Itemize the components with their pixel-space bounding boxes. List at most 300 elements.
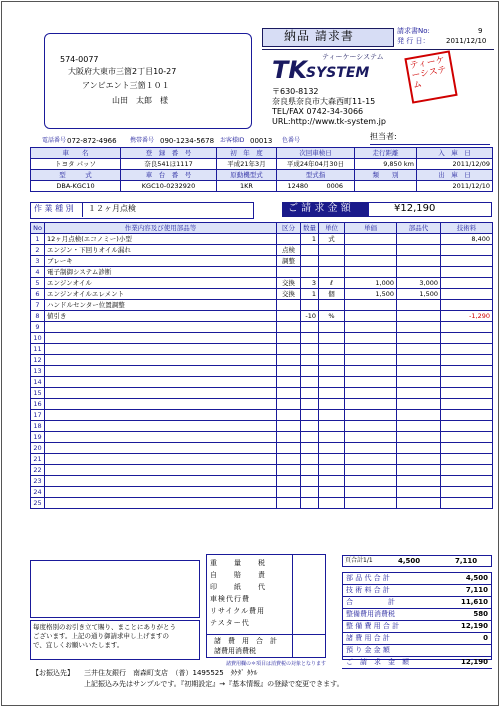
h-cat: 区分 bbox=[277, 223, 301, 234]
summary-label: 整備費用消費税 bbox=[346, 610, 395, 618]
item-tech bbox=[441, 278, 493, 289]
summary-value: 12,190 bbox=[460, 622, 488, 630]
item-cat bbox=[277, 311, 301, 322]
item-qty bbox=[301, 245, 319, 256]
page-subtotal-tech: 7,110 bbox=[455, 557, 478, 565]
item-desc bbox=[45, 432, 277, 443]
item-unit bbox=[319, 399, 345, 410]
vehicle-header-row-1 bbox=[31, 148, 493, 159]
item-price bbox=[345, 487, 397, 498]
item-no: 9 bbox=[31, 322, 45, 333]
item-price bbox=[345, 454, 397, 465]
h-chassis: 車 台 番 号 bbox=[121, 170, 217, 181]
item-parts bbox=[397, 498, 441, 509]
item-qty bbox=[301, 267, 319, 278]
item-price bbox=[345, 377, 397, 388]
item-qty bbox=[301, 322, 319, 333]
company-zip: 〒630-8132 bbox=[272, 87, 319, 96]
item-tech bbox=[441, 399, 493, 410]
engine-no-values bbox=[277, 181, 355, 192]
item-desc: エンジンオイル bbox=[45, 278, 277, 289]
item-parts bbox=[397, 333, 441, 344]
recipient-name: 山田 太郎 様 bbox=[112, 96, 168, 105]
in-date: 2011/12/09 bbox=[417, 159, 493, 170]
item-no: 25 bbox=[31, 498, 45, 509]
item-no: 22 bbox=[31, 465, 45, 476]
item-unit: % bbox=[319, 311, 345, 322]
table-row bbox=[31, 278, 493, 289]
page-subtotal-label: 頁合計1/1 bbox=[345, 557, 373, 564]
table-row bbox=[31, 454, 493, 465]
summary-row bbox=[342, 573, 492, 585]
company-address: 奈良県奈良市大森西町11-15 bbox=[272, 97, 376, 106]
item-parts bbox=[397, 465, 441, 476]
item-unit bbox=[319, 300, 345, 311]
h-reg-no: 登 録 番 号 bbox=[121, 148, 217, 159]
item-cat bbox=[277, 322, 301, 333]
item-desc bbox=[45, 487, 277, 498]
item-parts bbox=[397, 454, 441, 465]
summary-label: 預 り 金 金 額 bbox=[346, 646, 390, 654]
item-desc bbox=[45, 498, 277, 509]
item-no: 12 bbox=[31, 355, 45, 366]
item-unit bbox=[319, 421, 345, 432]
item-no: 18 bbox=[31, 421, 45, 432]
item-unit: 式 bbox=[319, 234, 345, 245]
mobile-label: 携帯番号 bbox=[130, 137, 155, 144]
item-no: 14 bbox=[31, 377, 45, 388]
item-desc: エンジンオイルエレメント bbox=[45, 289, 277, 300]
stamp-text: ティーケーシステム bbox=[408, 55, 448, 92]
cost-item-label: 自 賠 責 bbox=[210, 571, 266, 579]
table-row bbox=[31, 289, 493, 300]
item-price bbox=[345, 300, 397, 311]
item-unit bbox=[319, 344, 345, 355]
item-price bbox=[345, 234, 397, 245]
logo-kana: ティーケーシステム bbox=[322, 53, 384, 61]
item-no: 5 bbox=[31, 278, 45, 289]
item-price bbox=[345, 344, 397, 355]
summary-row bbox=[342, 621, 492, 633]
message-line-3: で、宜しくお願いいたします。 bbox=[33, 641, 124, 649]
item-cat bbox=[277, 432, 301, 443]
item-cat bbox=[277, 234, 301, 245]
company-url: URL:http://www.tk-system.jp bbox=[272, 117, 386, 126]
item-price bbox=[345, 476, 397, 487]
item-cat bbox=[277, 267, 301, 278]
item-parts bbox=[397, 344, 441, 355]
item-no: 1 bbox=[31, 234, 45, 245]
item-desc bbox=[45, 421, 277, 432]
item-desc bbox=[45, 388, 277, 399]
table-row bbox=[31, 366, 493, 377]
item-no: 11 bbox=[31, 344, 45, 355]
item-tech bbox=[441, 289, 493, 300]
cost-subtotal-tax: 諸費用消費税 bbox=[214, 647, 256, 655]
item-unit bbox=[319, 388, 345, 399]
recipient-address-1: 大阪府大東市三箇2丁目10-27 bbox=[68, 67, 177, 76]
invoice-no-label: 請求書No: bbox=[397, 27, 430, 35]
items-table bbox=[30, 222, 493, 509]
item-qty bbox=[301, 454, 319, 465]
item-price bbox=[345, 410, 397, 421]
item-price bbox=[345, 322, 397, 333]
table-row bbox=[31, 377, 493, 388]
item-unit bbox=[319, 465, 345, 476]
logo-tk: TK bbox=[272, 56, 307, 84]
vehicle-table bbox=[30, 147, 493, 192]
item-no: 16 bbox=[31, 399, 45, 410]
item-qty bbox=[301, 355, 319, 366]
item-cat: 点検 bbox=[277, 245, 301, 256]
summary-row bbox=[342, 645, 492, 657]
table-row bbox=[31, 256, 493, 267]
item-unit bbox=[319, 322, 345, 333]
item-qty bbox=[301, 300, 319, 311]
item-tech bbox=[441, 388, 493, 399]
table-row bbox=[31, 267, 493, 278]
item-no: 4 bbox=[31, 267, 45, 278]
cost-value-column bbox=[292, 554, 293, 658]
item-cat bbox=[277, 333, 301, 344]
item-tech: 8,400 bbox=[441, 234, 493, 245]
table-row bbox=[31, 432, 493, 443]
table-row bbox=[31, 344, 493, 355]
item-cat bbox=[277, 443, 301, 454]
item-tech bbox=[441, 355, 493, 366]
item-price: 1,500 bbox=[345, 289, 397, 300]
item-tech bbox=[441, 366, 493, 377]
cost-divider bbox=[206, 634, 326, 635]
item-unit bbox=[319, 267, 345, 278]
summary-row bbox=[342, 633, 492, 645]
table-row bbox=[31, 421, 493, 432]
h-model: 型 式 bbox=[31, 170, 121, 181]
item-parts bbox=[397, 421, 441, 432]
item-cat: 交換 bbox=[277, 289, 301, 300]
company-tel: TEL/FAX 0742-34-3066 bbox=[272, 107, 364, 116]
item-desc bbox=[45, 344, 277, 355]
item-parts bbox=[397, 322, 441, 333]
item-unit bbox=[319, 432, 345, 443]
table-row bbox=[31, 300, 493, 311]
item-cat bbox=[277, 421, 301, 432]
bank-label: 【お振込先】 bbox=[32, 669, 74, 677]
item-desc bbox=[45, 476, 277, 487]
table-row bbox=[31, 311, 493, 322]
class: 0006 bbox=[326, 181, 344, 190]
item-parts bbox=[397, 245, 441, 256]
h-distance: 走行距離 bbox=[355, 148, 417, 159]
item-price bbox=[345, 465, 397, 476]
item-price bbox=[345, 256, 397, 267]
item-price bbox=[345, 311, 397, 322]
item-no: 6 bbox=[31, 289, 45, 300]
item-parts bbox=[397, 388, 441, 399]
h-first-year: 初 年 度 bbox=[217, 148, 277, 159]
item-cat bbox=[277, 344, 301, 355]
item-qty bbox=[301, 333, 319, 344]
table-row bbox=[31, 234, 493, 245]
table-row bbox=[31, 399, 493, 410]
item-no: 10 bbox=[31, 333, 45, 344]
h-desc: 作業内容及び使用部品等 bbox=[45, 223, 277, 234]
summary-value: 580 bbox=[473, 610, 488, 618]
item-unit bbox=[319, 487, 345, 498]
item-desc bbox=[45, 355, 277, 366]
left-blank-box bbox=[30, 560, 200, 618]
summary-label: 合 計 bbox=[346, 598, 395, 606]
item-qty bbox=[301, 443, 319, 454]
page-subtotal-parts: 4,500 bbox=[398, 557, 421, 565]
item-parts bbox=[397, 476, 441, 487]
table-row bbox=[31, 465, 493, 476]
customer-id-label: お客様ID bbox=[220, 137, 245, 144]
h-next-inspection: 次回車検日 bbox=[277, 148, 355, 159]
item-price: 1,000 bbox=[345, 278, 397, 289]
engine-no: 12480 bbox=[287, 181, 309, 190]
item-qty: 1 bbox=[301, 289, 319, 300]
h-parts: 部品代 bbox=[397, 223, 441, 234]
item-qty bbox=[301, 366, 319, 377]
item-tech bbox=[441, 333, 493, 344]
vehicle-value-row-1 bbox=[31, 159, 493, 170]
summary-value: 0 bbox=[483, 634, 488, 642]
table-row bbox=[31, 333, 493, 344]
item-desc bbox=[45, 410, 277, 421]
item-tech bbox=[441, 322, 493, 333]
class-blank bbox=[355, 181, 417, 192]
item-parts bbox=[397, 256, 441, 267]
item-desc bbox=[45, 366, 277, 377]
summary-row bbox=[342, 657, 492, 669]
item-cat bbox=[277, 454, 301, 465]
item-desc bbox=[45, 465, 277, 476]
item-unit bbox=[319, 333, 345, 344]
item-parts bbox=[397, 399, 441, 410]
h-no: No bbox=[31, 223, 45, 234]
item-price bbox=[345, 432, 397, 443]
table-row bbox=[31, 443, 493, 454]
item-qty bbox=[301, 388, 319, 399]
tel-value: 072-872-4966 bbox=[67, 137, 117, 145]
distance: 9,850 km bbox=[355, 159, 417, 170]
item-unit bbox=[319, 377, 345, 388]
item-unit bbox=[319, 256, 345, 267]
summary-row bbox=[342, 609, 492, 621]
item-parts bbox=[397, 311, 441, 322]
item-desc bbox=[45, 399, 277, 410]
item-tech bbox=[441, 344, 493, 355]
cost-items bbox=[210, 557, 322, 629]
bank-line-2: 上記振込み先はサンプルです。『初期設定』→『基本情報』の登録で変更できます。 bbox=[84, 680, 344, 688]
item-parts bbox=[397, 410, 441, 421]
item-cat: 交換 bbox=[277, 278, 301, 289]
summary-list bbox=[342, 573, 492, 669]
cost-item-label: 印 紙 代 bbox=[210, 583, 266, 591]
message-line-2: ございます。上記の通り御請求申し上げますの bbox=[33, 632, 169, 640]
item-parts bbox=[397, 234, 441, 245]
item-desc: ブレーキ bbox=[45, 256, 277, 267]
h-car-name: 車 名 bbox=[31, 148, 121, 159]
item-cat bbox=[277, 487, 301, 498]
customer-id-value: 00013 bbox=[250, 137, 273, 145]
summary-value: 7,110 bbox=[465, 586, 488, 594]
item-tech bbox=[441, 454, 493, 465]
item-no: 3 bbox=[31, 256, 45, 267]
h-unit: 単位 bbox=[319, 223, 345, 234]
item-unit bbox=[319, 498, 345, 509]
table-row bbox=[31, 245, 493, 256]
item-no: 21 bbox=[31, 454, 45, 465]
item-unit bbox=[319, 454, 345, 465]
h-tech: 技術料 bbox=[441, 223, 493, 234]
item-tech bbox=[441, 267, 493, 278]
item-tech bbox=[441, 487, 493, 498]
table-row bbox=[31, 476, 493, 487]
summary-row bbox=[342, 585, 492, 597]
h-class: 類 別 bbox=[355, 170, 417, 181]
h-qty: 数量 bbox=[301, 223, 319, 234]
item-parts bbox=[397, 366, 441, 377]
item-price bbox=[345, 498, 397, 509]
item-cat bbox=[277, 476, 301, 487]
staff-label: 担当者: bbox=[370, 132, 397, 141]
logo-stamp bbox=[404, 50, 457, 103]
engine: 1KR bbox=[217, 181, 277, 192]
item-qty bbox=[301, 344, 319, 355]
item-qty: 1 bbox=[301, 234, 319, 245]
item-cat bbox=[277, 410, 301, 421]
item-price bbox=[345, 421, 397, 432]
item-qty bbox=[301, 465, 319, 476]
color-label: 色番号 bbox=[282, 137, 301, 144]
item-no: 24 bbox=[31, 487, 45, 498]
title-underline bbox=[262, 49, 494, 50]
item-desc bbox=[45, 377, 277, 388]
item-price bbox=[345, 443, 397, 454]
item-unit: 個 bbox=[319, 289, 345, 300]
logo-system: SYSTEM bbox=[306, 65, 370, 81]
item-tech bbox=[441, 476, 493, 487]
item-parts bbox=[397, 377, 441, 388]
cost-item-label: 重 量 税 bbox=[210, 559, 266, 567]
item-cat bbox=[277, 498, 301, 509]
item-unit bbox=[319, 366, 345, 377]
item-tech: -1,290 bbox=[441, 311, 493, 322]
model: DBA-KGC10 bbox=[31, 181, 121, 192]
item-unit bbox=[319, 245, 345, 256]
message-line-1: 毎度格別のお引き立て賜り、まことにありがとう bbox=[33, 623, 176, 631]
bank-line-1: 三井住友銀行 南森町支店 （普）1495525 ﾀｹﾀﾞ ﾀｹﾙ bbox=[84, 669, 258, 677]
item-unit bbox=[319, 443, 345, 454]
item-desc bbox=[45, 322, 277, 333]
item-qty bbox=[301, 421, 319, 432]
next-inspection: 平成24年04月30日 bbox=[277, 159, 355, 170]
item-parts bbox=[397, 267, 441, 278]
item-tech bbox=[441, 256, 493, 267]
vehicle-header-row-2 bbox=[31, 170, 493, 181]
item-tech bbox=[441, 377, 493, 388]
item-desc bbox=[45, 454, 277, 465]
item-no: 8 bbox=[31, 311, 45, 322]
tel-label: 電話番号 bbox=[42, 137, 67, 144]
work-type-label: 作 業 種 別 bbox=[34, 204, 74, 213]
item-desc: 値引き bbox=[45, 311, 277, 322]
item-unit bbox=[319, 410, 345, 421]
item-cat bbox=[277, 377, 301, 388]
item-no: 15 bbox=[31, 388, 45, 399]
item-cat bbox=[277, 300, 301, 311]
table-row bbox=[31, 388, 493, 399]
item-tech bbox=[441, 300, 493, 311]
item-tech bbox=[441, 432, 493, 443]
total-value: ¥12,190 bbox=[394, 203, 436, 214]
item-no: 7 bbox=[31, 300, 45, 311]
item-cat: 調整 bbox=[277, 256, 301, 267]
item-qty bbox=[301, 487, 319, 498]
h-price: 単価 bbox=[345, 223, 397, 234]
total-label: ご 請 求 金 額 bbox=[288, 203, 351, 214]
summary-label: 諸 費 用 合 計 bbox=[346, 634, 390, 642]
mobile-value: 090-1234-5678 bbox=[160, 137, 215, 145]
item-unit bbox=[319, 476, 345, 487]
recipient-zip: 574-0077 bbox=[60, 55, 99, 64]
item-price bbox=[345, 355, 397, 366]
item-cat bbox=[277, 388, 301, 399]
item-qty bbox=[301, 476, 319, 487]
item-tech bbox=[441, 498, 493, 509]
item-qty: 3 bbox=[301, 278, 319, 289]
item-desc bbox=[45, 443, 277, 454]
cost-item-label: 車検代行費 bbox=[210, 595, 250, 603]
vehicle-value-row-2 bbox=[31, 181, 493, 192]
item-tech bbox=[441, 465, 493, 476]
summary-value: 4,500 bbox=[465, 574, 488, 582]
item-no: 13 bbox=[31, 366, 45, 377]
item-unit: ℓ bbox=[319, 278, 345, 289]
table-row bbox=[31, 410, 493, 421]
item-parts bbox=[397, 432, 441, 443]
cost-item-label: テスター代 bbox=[210, 619, 250, 627]
item-desc: エンジン・下回りオイル漏れ bbox=[45, 245, 277, 256]
item-no: 17 bbox=[31, 410, 45, 421]
h-out-date: 出 庫 日 bbox=[417, 170, 493, 181]
doc-title: 納品 請求書 bbox=[284, 29, 354, 43]
item-price bbox=[345, 399, 397, 410]
item-desc: ハンドルセンター位置調整 bbox=[45, 300, 277, 311]
table-row bbox=[31, 322, 493, 333]
work-type-value: １２ヶ月点検 bbox=[88, 204, 136, 213]
item-parts: 3,000 bbox=[397, 278, 441, 289]
item-parts bbox=[397, 355, 441, 366]
h-engine: 原動機型式 bbox=[217, 170, 277, 181]
summary-label: 技 術 料 合 計 bbox=[346, 586, 390, 594]
item-parts bbox=[397, 300, 441, 311]
summary-value: 11,610 bbox=[460, 598, 488, 606]
item-qty: -10 bbox=[301, 311, 319, 322]
item-price bbox=[345, 366, 397, 377]
item-parts bbox=[397, 443, 441, 454]
item-parts bbox=[397, 487, 441, 498]
item-tech bbox=[441, 421, 493, 432]
item-desc: 12ヶ月点検(エコノミー)小型 bbox=[45, 234, 277, 245]
item-price bbox=[345, 267, 397, 278]
staff-underline bbox=[370, 144, 490, 145]
item-cat bbox=[277, 399, 301, 410]
item-desc: 電子制御システム診断 bbox=[45, 267, 277, 278]
items-header-row bbox=[31, 223, 493, 234]
